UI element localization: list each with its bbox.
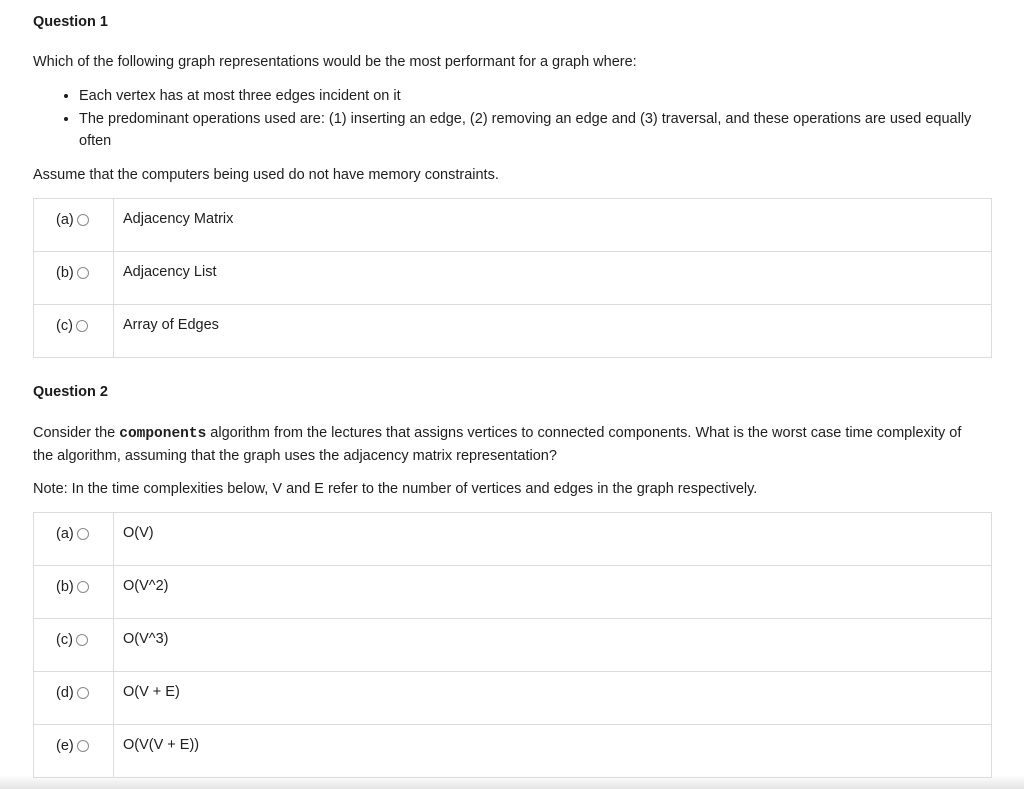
option-row[interactable] <box>34 513 992 566</box>
question-1-bullets <box>33 85 974 153</box>
option-selector[interactable] <box>34 619 114 672</box>
question-2-prompt-code: components <box>119 426 207 442</box>
question-2-prompt-before: Consider the <box>33 425 120 441</box>
radio-button[interactable] <box>77 740 89 752</box>
option-selector[interactable] <box>34 513 114 566</box>
option-selector[interactable] <box>34 252 114 305</box>
question-1-title: Question 1 <box>33 14 108 30</box>
radio-button[interactable] <box>77 267 89 279</box>
radio-button[interactable] <box>77 528 89 540</box>
option-row[interactable] <box>34 566 992 619</box>
option-letter: (a) <box>56 212 74 228</box>
option-row[interactable] <box>34 619 992 672</box>
question-2-prompt-after: algorithm from the lectures that assigns vertices to connected components. What is the worst case time complexity of the algorithm, assuming that the graph uses the adjacency matrix representation? <box>33 425 962 464</box>
question-1-options <box>33 198 992 358</box>
option-letter: (c) <box>56 318 73 334</box>
radio-button[interactable] <box>76 320 88 332</box>
option-row[interactable] <box>34 252 992 305</box>
option-text: Array of Edges <box>123 317 219 333</box>
question-1-prompt: Which of the following graph representations would be the most performant for a graph where: <box>33 54 637 70</box>
option-selector[interactable] <box>34 725 114 778</box>
question-1-assumption: Assume that the computers being used do not have memory constraints. <box>33 167 499 183</box>
option-row[interactable] <box>34 672 992 725</box>
question-1-bullet: • Each vertex has at most three edges incident on it <box>79 85 974 107</box>
radio-button[interactable] <box>76 634 88 646</box>
option-selector[interactable] <box>34 566 114 619</box>
option-row[interactable] <box>34 725 992 778</box>
option-row[interactable] <box>34 199 992 252</box>
option-text: Adjacency Matrix <box>123 211 234 227</box>
option-text: O(V^2) <box>123 578 169 594</box>
question-2-title: Question 2 <box>33 384 108 400</box>
radio-button[interactable] <box>77 581 89 593</box>
option-text: O(V) <box>123 525 154 541</box>
question-2-note: Note: In the time complexities below, V and E refer to the number of vertices and edges in the graph respectively. <box>33 481 758 497</box>
option-row[interactable] <box>34 305 992 358</box>
radio-button[interactable] <box>77 687 89 699</box>
option-text: O(V(V + E)) <box>123 737 200 753</box>
option-letter: (b) <box>56 265 74 281</box>
option-selector[interactable] <box>34 305 114 358</box>
option-selector[interactable] <box>34 672 114 725</box>
option-letter: (d) <box>56 685 74 701</box>
option-letter: (c) <box>56 632 73 648</box>
option-letter: (e) <box>56 738 74 754</box>
question-1-bullet: • The predominant operations used are: (1) inserting an edge, (2) removing an edge and (3) traversal, and these operations are used equally often <box>79 108 974 152</box>
radio-button[interactable] <box>77 214 89 226</box>
option-letter: (b) <box>56 579 74 595</box>
bottom-shadow <box>0 775 1024 789</box>
option-letter: (a) <box>56 526 74 542</box>
question-2-options <box>33 512 992 778</box>
option-text: O(V + E) <box>123 684 180 700</box>
option-selector[interactable] <box>34 199 114 252</box>
option-text: O(V^3) <box>123 631 169 647</box>
question-2-prompt <box>33 422 974 467</box>
option-text: Adjacency List <box>123 264 217 280</box>
